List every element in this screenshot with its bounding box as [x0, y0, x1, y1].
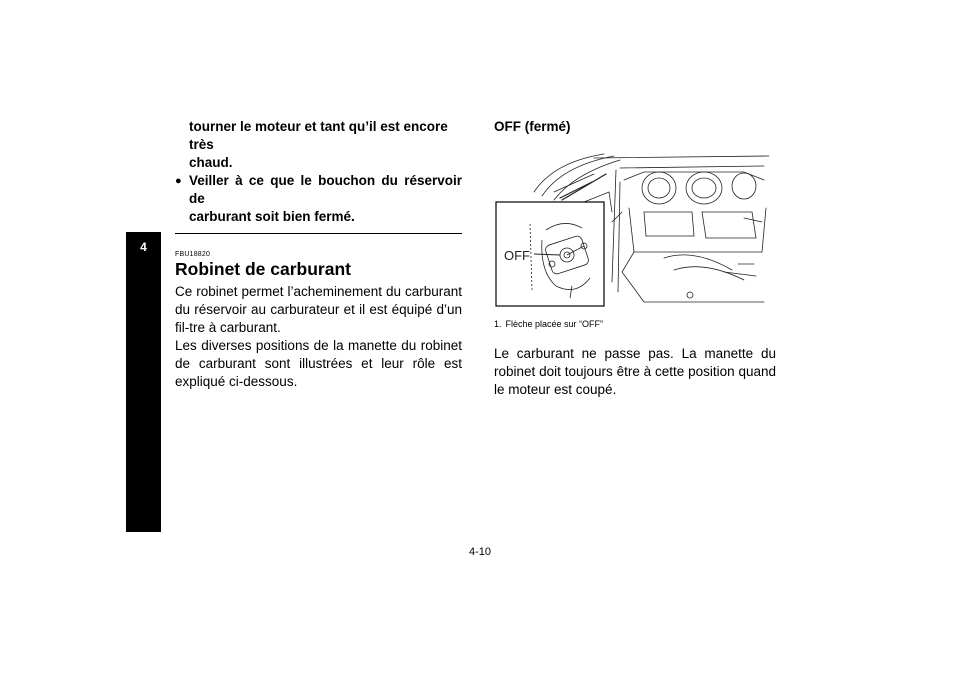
off-description — [494, 345, 776, 399]
section-title: Robinet de carburant — [175, 259, 351, 279]
section-paragraph-2: Les diverses positions de la manette du robinet de carburant sont illustrées et leur rôle est expliqué ci-dessous. — [175, 338, 462, 389]
chapter-tab — [126, 232, 161, 532]
warning-bullet-line-2: carburant soit bien fermé. — [189, 209, 355, 224]
warning-bullet-line-1: Veiller à ce que le bouchon du réservoir de — [189, 173, 462, 206]
warning-divider — [175, 233, 462, 234]
warning-block — [175, 118, 462, 234]
fuel-cock-illustration — [494, 152, 776, 309]
caption-number: 1. — [494, 319, 502, 329]
figure-off-label: OFF — [504, 248, 530, 263]
section-code: FBU18820 — [175, 251, 211, 258]
left-column — [175, 118, 462, 391]
figure-caption — [494, 319, 603, 329]
caption-text: Flèche placée sur “OFF” — [505, 319, 604, 329]
bullet-icon: ● — [175, 175, 182, 187]
right-column-heading — [494, 118, 776, 136]
section-paragraph-1: Ce robinet permet l’acheminement du carburant du réservoir au carburateur et il est équipé d’un fil-tre à carburant. — [175, 284, 462, 335]
warning-continuation-line-2: chaud. — [189, 155, 233, 170]
warning-bullet-item — [175, 172, 462, 226]
off-position-title: OFF (fermé) — [494, 119, 571, 134]
warning-continuation-line-1: tourner le moteur et tant qu’il est encore très — [189, 119, 448, 152]
chapter-number: 4 — [140, 240, 147, 254]
off-description-text: Le carburant ne passe pas. La manette du robinet doit toujours être à cette position quand le moteur est coupé. — [494, 346, 776, 397]
page-number: 4-10 — [468, 546, 492, 558]
